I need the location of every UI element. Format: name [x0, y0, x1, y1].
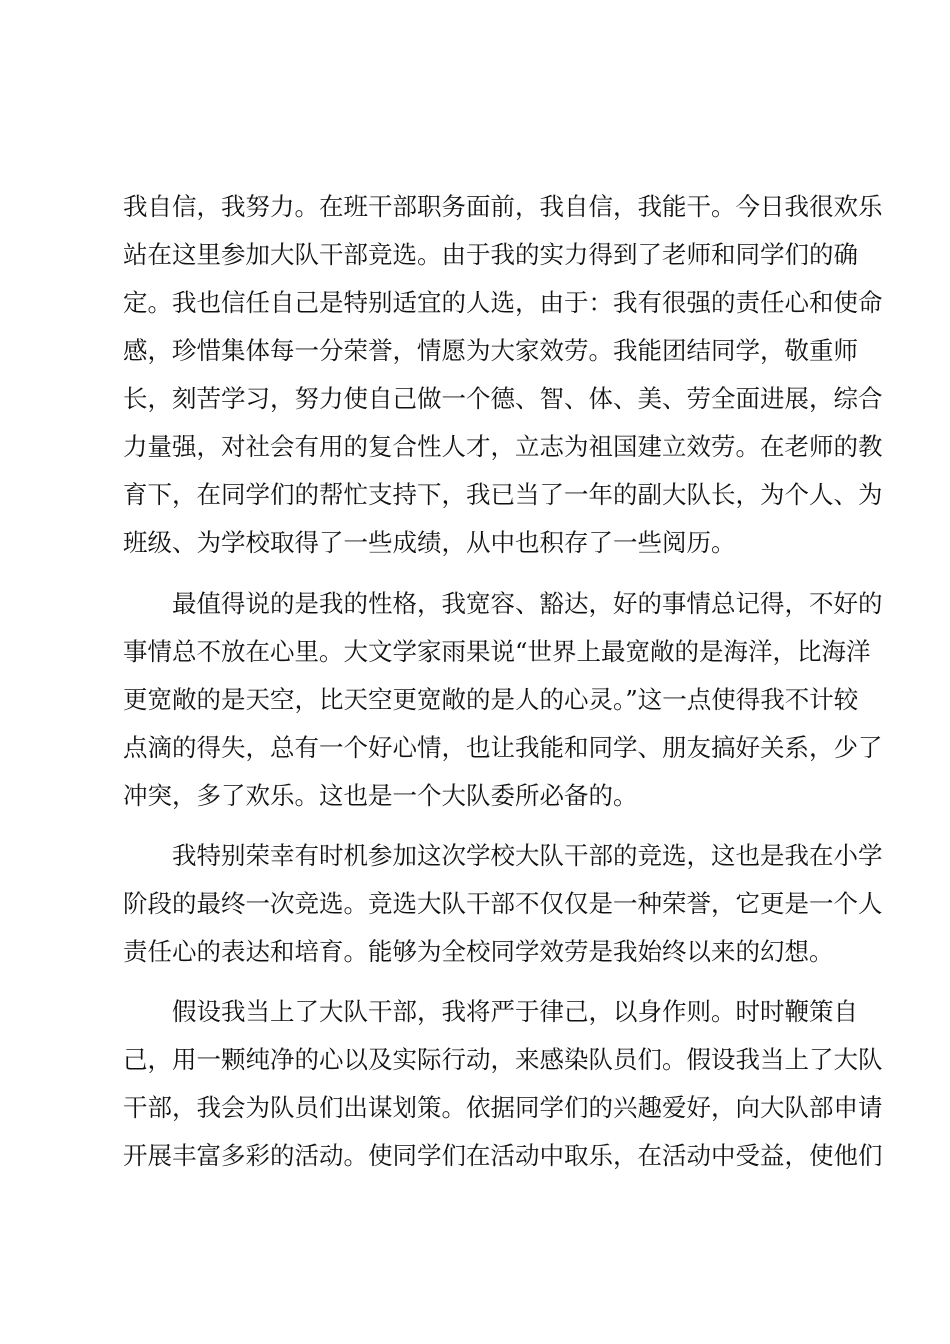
text-line: 事情总不放在心里。大文学家雨果说“世界上最宽敞的是海洋，比海洋 — [123, 637, 871, 666]
text-line: 开展丰富多彩的活动。使同学们在活动中取乐，在活动中受益，使他们 — [123, 1141, 883, 1170]
text-line: 班级、为学校取得了一些成绩，从中也积存了一些阅历。 — [123, 528, 736, 557]
text-line: 我自信，我努力。在班干部职务面前，我自信，我能干。今日我很欢乐 — [123, 192, 883, 221]
text-line: 长，刻苦学习，努力使自己做一个德、智、体、美、劳全面进展，综合 — [123, 384, 883, 413]
text-line: 更宽敞的是天空，比天空更宽敞的是人的心灵。”这一点使得我不计较 — [123, 685, 859, 714]
text-line: 责任心的表达和培育。能够为全校同学效劳是我始终以来的幻想。 — [123, 937, 834, 966]
text-line: 站在这里参加大队干部竞选。由于我的实力得到了老师和同学们的确 — [123, 240, 858, 269]
text-line: 点滴的得失，总有一个好心情，也让我能和同学、朋友搞好关系，少了 — [123, 733, 883, 762]
text-line: 干部，我会为队员们出谋划策。依据同学们的兴趣爱好，向大队部申请 — [123, 1093, 883, 1122]
text-line: 冲突，多了欢乐。这也是一个大队委所必备的。 — [123, 781, 638, 810]
paragraph-first-line: 我特别荣幸有时机参加这次学校大队干部的竞选，这也是我在小学 — [172, 841, 883, 870]
paragraph-first-line: 假设我当上了大队干部，我将严于律己，以身作则。时时鞭策自 — [172, 997, 858, 1026]
text-line: 育下，在同学们的帮忙支持下，我已当了一年的副大队长，为个人、为 — [123, 480, 883, 509]
text-line: 感，珍惜集体每一分荣誉，情愿为大家效劳。我能团结同学，敬重师 — [123, 336, 858, 365]
text-line: 己，用一颗纯净的心以及实际行动，来感染队员们。假设我当上了大队 — [123, 1045, 883, 1074]
text-line: 阶段的最终一次竞选。竞选大队干部不仅仅是一种荣誉，它更是一个人 — [123, 889, 883, 918]
text-line: 定。我也信任自己是特别适宜的人选，由于：我有很强的责任心和使命 — [123, 288, 883, 317]
text-line: 力量强，对社会有用的复合性人才，立志为祖国建立效劳。在老师的教 — [123, 432, 883, 461]
paragraph-first-line: 最值得说的是我的性格，我宽容、豁达，好的事情总记得，不好的 — [172, 589, 883, 618]
